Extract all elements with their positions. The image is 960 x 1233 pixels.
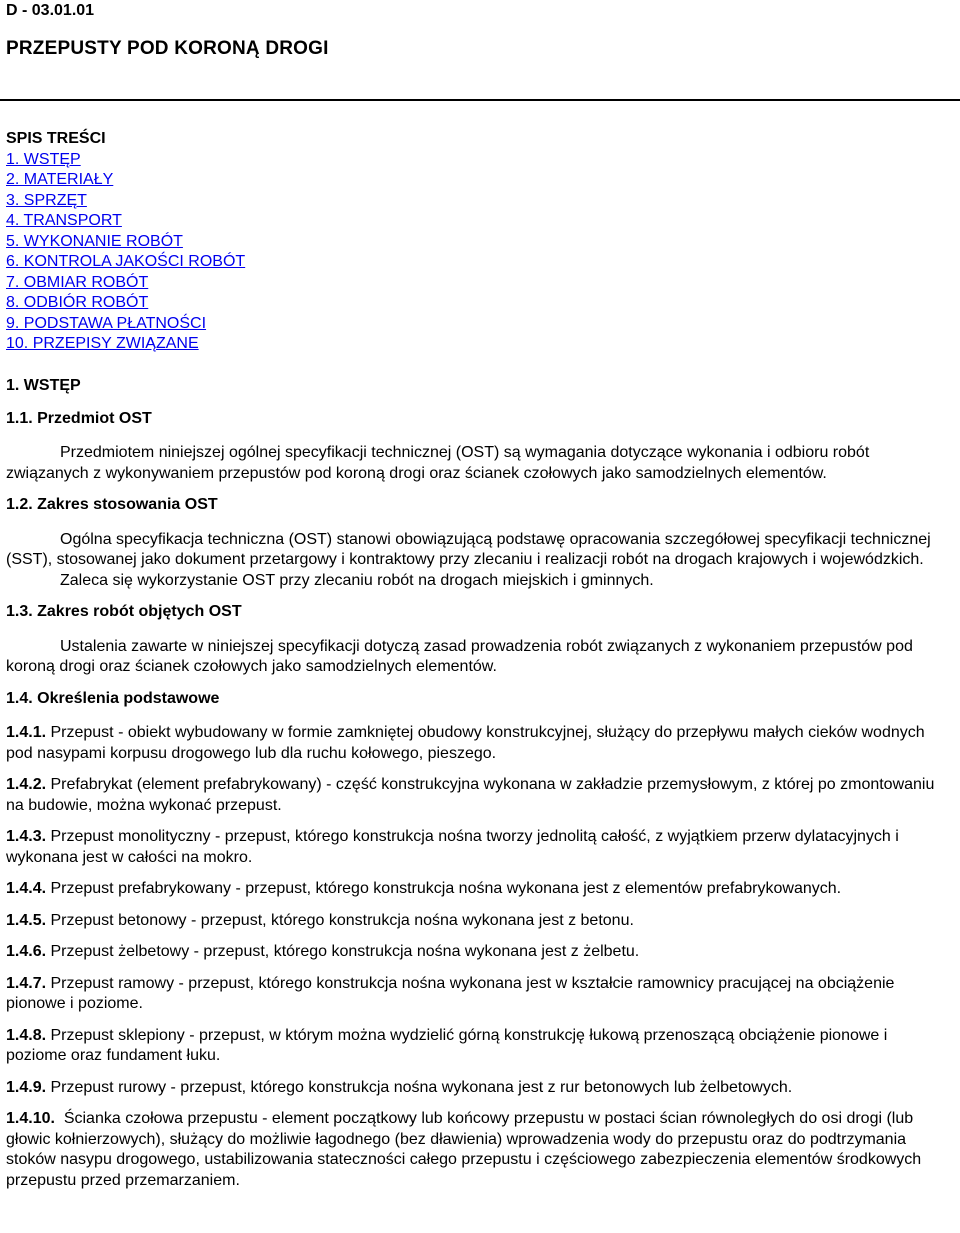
header-divider bbox=[0, 99, 960, 101]
toc-heading: SPIS TREŚCI bbox=[6, 130, 106, 147]
toc-link-transport[interactable]: 4. TRANSPORT bbox=[6, 212, 122, 229]
definition-text: Przepust ramowy - przepust, którego konstrukcja nośna wykonana jest w kształcie ramownicy pracującej na obciążenie pionowe i poziome. bbox=[6, 974, 895, 1012]
document-body bbox=[6, 376, 950, 1202]
definition-item bbox=[6, 942, 950, 963]
definition-text: Przepust prefabrykowany - przepust, którego konstrukcja nośna wykonana jest z elementów prefabrykowanych. bbox=[46, 880, 842, 897]
definition-item bbox=[6, 1078, 950, 1099]
subsection-heading-1-3: 1.3. Zakres robót objętych OST bbox=[6, 603, 242, 620]
toc-link-sprzet[interactable]: 3. SPRZĘT bbox=[6, 191, 87, 209]
definition-item bbox=[6, 775, 950, 816]
paragraph-zalecenie: Zaleca się wykorzystanie OST przy zlecaniu robót na drogach miejskich i gminnych. bbox=[60, 571, 654, 589]
definition-number: 1.4.6. bbox=[6, 943, 47, 960]
definition-text: Ścianka czołowa przepustu - element początkowy lub końcowy przepustu w postaci ścian równoległych do osi drogi (lub głowic kołnierzowych), służący do możliwie łagodnego (bez dławienia) wprowadzenia wody do przepustu oraz do podtrzymania stoków nasypu drogowego, ustabilizowania stateczności całego przepustu i częściowego zabezpieczenia elementów środkowych przepustu przed przemarzaniem. bbox=[6, 1110, 926, 1189]
definition-text: Przepust żelbetowy - przepust, którego konstrukcja nośna wykonana jest z żelbetu. bbox=[46, 943, 640, 960]
toc-link-kontrola-jakosci[interactable]: 6. KONTROLA JAKOŚCI ROBÓT bbox=[6, 253, 246, 270]
subsection-heading-1-1: 1.1. Przedmiot OST bbox=[6, 409, 152, 427]
definition-number: 1.4.8. bbox=[6, 1026, 47, 1044]
definition-text: Przepust - obiekt wybudowany w formie zamkniętej obudowy konstrukcyjnej, służący do przepływu małych cieków wodnych pod nasypami korpusu drogowego lub dla ruchu kołowego, pieszego. bbox=[6, 724, 925, 762]
paragraph-zakres-robot: Ustalenia zawarte w niniejszej specyfikacji dotyczą zasad prowadzenia robót związanych z wykonaniem przepustów pod koroną drogi oraz ścianek czołowych jako samodzielnych elementów. bbox=[6, 637, 913, 675]
definition-number: 1.4.1. bbox=[6, 724, 47, 741]
definition-text: Przepust betonowy - przepust, którego konstrukcja nośna wykonana jest z betonu. bbox=[46, 911, 634, 929]
definition-item bbox=[6, 974, 950, 1015]
subsection-heading-1-4: 1.4. Określenia podstawowe bbox=[6, 689, 220, 707]
definition-item bbox=[6, 723, 950, 764]
definition-item bbox=[6, 827, 950, 868]
toc-link-przepisy-zwiazane[interactable]: 10. PRZEPISY ZWIĄZANE bbox=[6, 335, 199, 352]
document-code: D - 03.01.01 bbox=[6, 2, 95, 19]
toc-link-materialy[interactable]: 2. MATERIAŁY bbox=[6, 171, 114, 188]
definition-number: 1.4.5. bbox=[6, 911, 47, 929]
definition-item bbox=[6, 879, 950, 900]
definition-number: 1.4.3. bbox=[6, 828, 47, 845]
definition-number: 1.4.9. bbox=[6, 1078, 47, 1096]
paragraph-zakres-stosowania: Ogólna specyfikacja techniczna (OST) stanowi obowiązującą podstawę opracowania szczegółowej specyfikacji technicznej (SST), stosowanej jako dokument przetargowy i kontraktowy przy zlecaniu i realizacji robót na drogach krajowych i wojewódzkich. bbox=[6, 530, 931, 568]
toc-link-wykonanie-robot[interactable]: 5. WYKONANIE ROBÓT bbox=[6, 232, 183, 250]
document-title: PRZEPUSTY POD KORONĄ DROGI bbox=[6, 38, 329, 59]
definition-text: Przepust monolityczny - przepust, którego konstrukcja nośna tworzy jednolitą całość, z wyjątkiem przerw dylatacyjnych i wykonana jest w całości na mokro. bbox=[6, 828, 899, 866]
toc-link-podstawa-platnosci[interactable]: 9. PODSTAWA PŁATNOŚCI bbox=[6, 314, 207, 332]
paragraph-przedmiot: Przedmiotem niniejszej ogólnej specyfikacji technicznej (OST) są wymagania dotyczące wykonania i odbioru robót związanych z wykonywaniem przepustów pod koroną drogi oraz ścianek czołowych jako samodzielnych elementów. bbox=[6, 444, 870, 482]
section-heading-wstep: 1. WSTĘP bbox=[6, 377, 81, 394]
definition-item bbox=[6, 911, 950, 932]
toc-link-odbior-robot[interactable]: 8. ODBIÓR ROBÓT bbox=[6, 294, 149, 311]
table-of-contents bbox=[6, 129, 245, 355]
toc-link-wstep[interactable]: 1. WSTĘP bbox=[6, 150, 81, 168]
definition-number: 1.4.10. bbox=[6, 1110, 55, 1127]
subsection-heading-1-2: 1.2. Zakres stosowania OST bbox=[6, 496, 218, 513]
definition-text: Przepust rurowy - przepust, którego konstrukcja nośna wykonana jest z rur betonowych lub żelbetowych. bbox=[46, 1078, 793, 1096]
definition-item bbox=[6, 1109, 950, 1191]
definition-number: 1.4.2. bbox=[6, 776, 47, 793]
definition-text: Prefabrykat (element prefabrykowany) - część konstrukcyjna wykonana w zakładzie przemysłowym, z której po zmontowaniu na budowie, można wykonać przepust. bbox=[6, 776, 935, 814]
definition-number: 1.4.7. bbox=[6, 974, 47, 992]
definition-number: 1.4.4. bbox=[6, 880, 47, 897]
toc-link-obmiar-robot[interactable]: 7. OBMIAR ROBÓT bbox=[6, 273, 149, 291]
definition-text: Przepust sklepiony - przepust, w którym można wydzielić górną konstrukcję łukową przenoszącą obciążenie pionowe i poziome oraz fundament łuku. bbox=[6, 1026, 888, 1064]
definition-item bbox=[6, 1026, 950, 1067]
